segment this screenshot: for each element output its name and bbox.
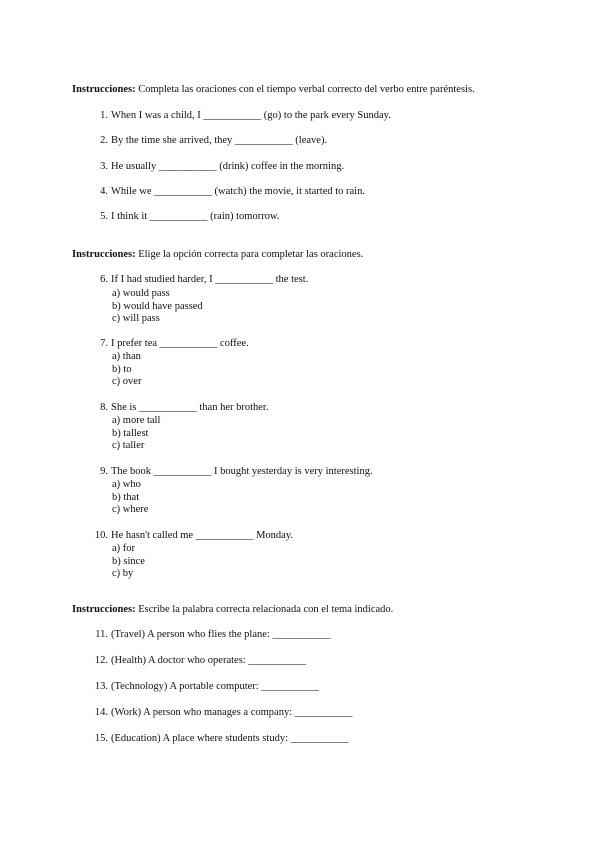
options-9	[112, 479, 148, 517]
option-c: c) will pass	[112, 313, 160, 324]
option-a: a) than	[112, 351, 141, 362]
question-5	[90, 211, 279, 222]
option-a: a) for	[112, 543, 136, 554]
question-number: 5.	[100, 211, 108, 222]
question-number: 9.	[100, 466, 108, 477]
option-b: b) would have passed	[112, 300, 203, 312]
question-text: (Technology) A portable computer: ___________	[111, 681, 320, 692]
question-text: He hasn't called me ___________ Monday.	[111, 530, 294, 541]
question-text: By the time she arrived, they ___________ (leave).	[111, 135, 328, 146]
question-number: 6.	[100, 274, 108, 285]
question-text: She is ___________ than her brother.	[111, 402, 269, 413]
option-c: c) over	[112, 376, 142, 387]
section-1-instructions	[72, 84, 475, 95]
option-c: c) where	[112, 504, 149, 515]
question-12	[90, 655, 306, 666]
question-number: 14.	[94, 707, 108, 718]
question-number: 13.	[94, 681, 108, 692]
question-15	[90, 733, 348, 744]
section-2-instructions	[72, 249, 363, 260]
question-13	[90, 681, 319, 692]
question-number: 1.	[100, 110, 108, 121]
options-8	[112, 415, 160, 453]
question-text: While we ___________ (watch) the movie, it started to rain.	[111, 186, 365, 197]
question-number: 10.	[94, 530, 108, 541]
question-text: I prefer tea ___________ coffee.	[111, 338, 249, 349]
question-2	[90, 135, 327, 146]
question-number: 12.	[94, 655, 108, 666]
question-6	[90, 274, 308, 285]
question-text: (Health) A doctor who operates: ___________	[111, 655, 307, 666]
question-11	[90, 629, 330, 640]
question-7	[90, 338, 249, 349]
options-10	[112, 543, 145, 581]
question-1	[90, 110, 391, 121]
question-number: 3.	[100, 161, 108, 172]
option-c: c) taller	[112, 440, 145, 451]
question-text: (Work) A person who manages a company: ___________	[111, 707, 353, 718]
question-10	[90, 530, 293, 541]
options-7	[112, 351, 141, 389]
question-4	[90, 186, 365, 197]
question-9	[90, 466, 373, 477]
section-3-instructions	[72, 604, 393, 615]
options-6	[112, 288, 203, 326]
option-b: b) since	[112, 555, 145, 567]
question-number: 2.	[100, 135, 108, 146]
option-b: b) that	[112, 491, 140, 503]
question-number: 8.	[100, 402, 108, 413]
question-number: 7.	[100, 338, 108, 349]
question-text: (Education) A place where students study: ___________	[111, 733, 349, 744]
question-number: 11.	[95, 629, 108, 640]
option-b: b) to	[112, 363, 132, 375]
question-number: 15.	[94, 733, 108, 744]
option-a: a) who	[112, 479, 141, 490]
instructions-text: Completa las oraciones con el tiempo verbal correcto del verbo entre paréntesis.	[135, 84, 475, 95]
question-8	[90, 402, 268, 413]
question-text: I think it ___________ (rain) tomorrow.	[111, 211, 280, 222]
question-text: If I had studied harder, I ___________ the test.	[111, 274, 309, 285]
question-text: He usually ___________ (drink) coffee in the morning.	[111, 161, 345, 172]
option-a: a) more tall	[112, 415, 161, 426]
instructions-text: Elige la opción correcta para completar las oraciones.	[135, 249, 364, 260]
question-text: (Travel) A person who flies the plane: ___________	[111, 629, 331, 640]
question-number: 4.	[100, 186, 108, 197]
instructions-label: Instrucciones:	[72, 249, 136, 260]
option-c: c) by	[112, 568, 134, 579]
question-14	[90, 707, 353, 718]
instructions-text: Escribe la palabra correcta relacionada con el tema indicado.	[135, 604, 394, 615]
question-text: When I was a child, I ___________ (go) to the park every Sunday.	[111, 110, 391, 121]
question-3	[90, 161, 344, 172]
instructions-label: Instrucciones:	[72, 604, 136, 615]
instructions-label: Instrucciones:	[72, 84, 136, 95]
question-text: The book ___________ I bought yesterday is very interesting.	[111, 466, 373, 477]
option-b: b) tallest	[112, 427, 149, 439]
option-a: a) would pass	[112, 288, 170, 299]
